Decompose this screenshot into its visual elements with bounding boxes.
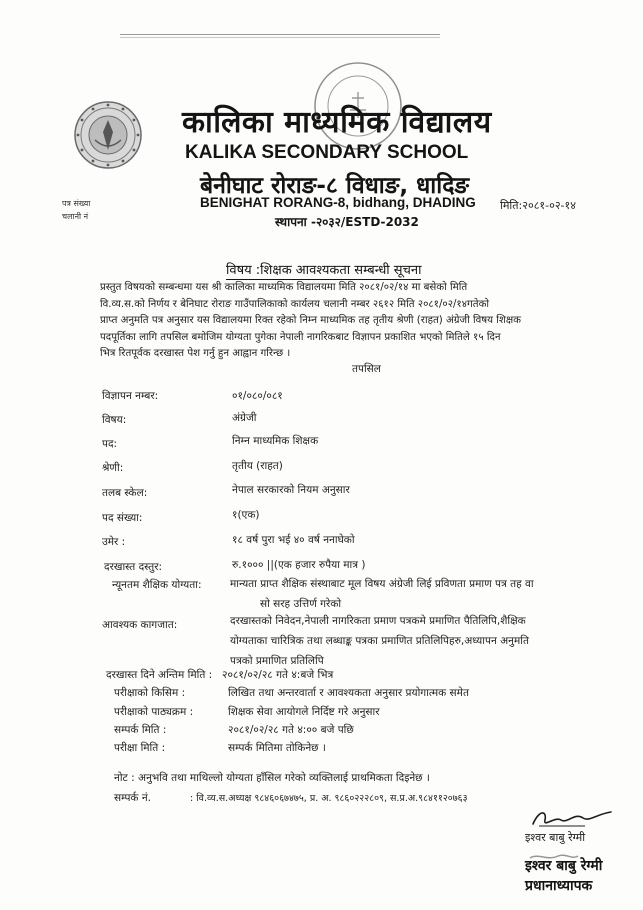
- signatory-title: प्रधानाध्यापक: [525, 878, 593, 894]
- school-address-np: बेनीघाट रोराङ-८ विधाङ, धादिङ: [200, 173, 470, 199]
- body-line: प्राप्त अनुमति पत्र अनुसार यस विद्यालयमा रिक्त रहेको निम्न माध्यमिक तह तृतीय श्रेणी (राहत) अंग्रेजी विषय शिक्षक: [100, 315, 522, 326]
- detail-label: तलब स्केल:: [102, 487, 148, 499]
- exam-label: दरखास्त दिने अन्तिम मिति :: [106, 669, 213, 681]
- detail-value: निम्न माध्यमिक शिक्षक: [232, 435, 319, 447]
- qualification-value: [230, 574, 610, 614]
- qualification-line: सो सरह उत्तिर्ण गरेको: [260, 598, 342, 610]
- exam-label: सम्पर्क मिति :: [114, 724, 167, 736]
- qualification-line: मान्यता प्राप्त शैक्षिक संस्थाबाट मूल विषय अंग्रेजी लिई प्रविणता प्रमाण पत्र तह वा: [230, 578, 534, 590]
- signature-mark: [525, 806, 615, 832]
- school-name-np: कालिका माध्यमिक विद्यालय: [182, 105, 492, 140]
- exam-value: २०८१/०२/२८ गते ४:०० बजे पछि: [228, 724, 354, 736]
- detail-label: विषय:: [102, 414, 127, 426]
- contact-numbers: : वि.व्य.स.अध्यक्ष ९८४६०६७४७५, प्र. अ. ९८६०२२२८०९, स.प्र.अ.९८४११२०७६३: [190, 793, 468, 804]
- exam-value: सम्पर्क मितिमा तोकिनेछ ।: [228, 742, 326, 754]
- detail-value: १८ वर्ष पुरा भई ४० वर्ष ननाघेको: [232, 534, 355, 546]
- exam-value: लिखित तथा अन्तरवार्ता र आवश्यकता अनुसार प्रयोगात्मक समेत: [228, 687, 469, 699]
- detail-value: नेपाल सरकारको नियम अनुसार: [232, 484, 350, 496]
- exam-label: परीक्षाको पाठ्यक्रम :: [114, 706, 194, 718]
- ref-no-label: पत्र संख्या: [62, 199, 91, 208]
- exam-value: शिक्षक सेवा आयोगले निर्दिष्ट गरे अनुसार: [228, 706, 380, 718]
- body-line: वि.व्य.स.को निर्णय र बेनिघाट रोराङ गाउँपालिकाको कार्यलय चलानी नम्बर २६१२ मिति २०८१/०२/१४गतेको: [100, 298, 490, 310]
- documents-value: [230, 611, 610, 671]
- school-address-en: BENIGHAT RORANG-8, bidhang, DHADING: [200, 195, 476, 210]
- notice-note: नोट : अनुभवि तथा माथिल्लो योग्यता हाँसिल गरेको व्यक्तिलाई प्राथमिकता दिइनेछ ।: [114, 772, 430, 784]
- top-rule: [120, 34, 440, 35]
- detail-value: अंग्रेजी: [232, 412, 257, 424]
- school-name-en: KALIKA SECONDARY SCHOOL: [185, 142, 469, 163]
- signatory-name-handwritten: इश्वर बाबु रेग्मी: [525, 831, 586, 844]
- top-rule-secondary: [120, 37, 440, 38]
- detail-value: रु.१००० ||(एक हजार रुपैया मात्र ): [232, 559, 366, 571]
- documents-line: योग्यताका चारित्रिक तथा लब्धाङ्क पत्रका प्रमाणित प्रतिलिपिहरु,अध्यापन अनुमति: [230, 635, 529, 647]
- exam-value: २०८१/०२/२८ गते ४:बजे भित्र: [222, 669, 334, 681]
- notice-body: [100, 280, 600, 363]
- detail-value: तृतीय (राहत): [232, 460, 283, 472]
- detail-label: पद:: [102, 438, 118, 450]
- body-line: पदपूर्तिका लागि तपसिल बमोजिम योग्यता पुगेका नेपाली नागरिकबाट विज्ञापन प्रकाशित भएको मितिले १५ दिन: [100, 331, 501, 343]
- notice-subject: विषय :शिक्षक आवश्यकता सम्बन्धी सूचना: [226, 260, 421, 280]
- detail-value: ०१/०८०/०८१: [232, 390, 283, 402]
- established-year: स्थापना -२०३२/ESTD-2032: [275, 215, 419, 229]
- notice-date: मिति:२०८१-०२-१४: [500, 199, 576, 212]
- detail-label: दरखास्त दस्तुर:: [104, 561, 163, 573]
- exam-label: परीक्षाको किसिम :: [114, 687, 186, 699]
- documents-line: पत्रको प्रमाणित प्रतिलिपि: [230, 655, 324, 667]
- signatory-name-stamp: इश्वर बाबु रेग्मी: [525, 858, 603, 874]
- dispatch-no-label: चलानी नं: [62, 212, 89, 221]
- detail-label: श्रेणी:: [102, 462, 124, 474]
- exam-label: परीक्षा मिति :: [114, 742, 166, 754]
- detail-label: उमेर :: [102, 536, 126, 548]
- detail-value: १(एक): [232, 509, 260, 521]
- contact-label: सम्पर्क नं.: [114, 792, 151, 804]
- detail-label: विज्ञापन नम्बर:: [102, 390, 159, 402]
- detail-label: पद संख्या:: [102, 512, 143, 524]
- body-line: भित्र रितपूर्वक दरखास्त पेश गर्नु हुन आह्वान गरिन्छ ।: [100, 348, 291, 359]
- qualification-label: न्यूनतम शैक्षिक योग्यता:: [112, 579, 202, 591]
- school-logo-icon: [73, 100, 143, 170]
- schedule-title: तपसिल: [352, 363, 381, 375]
- documents-line: दरखास्तको निवेदन,नेपाली नागरिकता प्रमाण पत्रकमे प्रमाणित पैतिलिपि,शैक्षिक: [230, 615, 526, 627]
- body-line: प्रस्तुत विषयको सम्बन्धमा यस श्री कालिका माध्यमिक विद्यालयमा मिति २०८१/०२/१४ मा बसेको मिति: [100, 282, 468, 293]
- documents-label: आवश्यक कागजात:: [102, 619, 178, 631]
